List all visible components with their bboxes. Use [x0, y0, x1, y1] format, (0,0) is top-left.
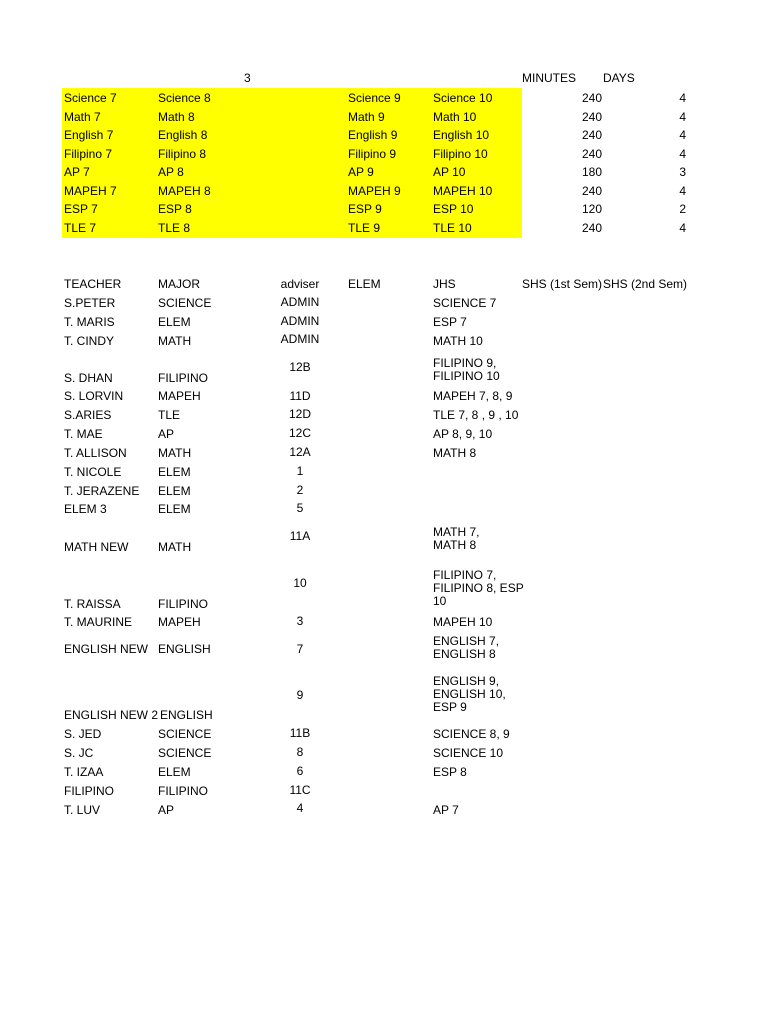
teacher-jhs: MAPEH 10	[433, 615, 493, 629]
teacher-jhs: ESP 7	[433, 315, 467, 329]
teacher-jhs: MATH 7, MATH 8	[433, 525, 480, 552]
teacher-jhs: ENGLISH 7, ENGLISH 8	[433, 634, 500, 661]
subject-cell: English 7	[64, 128, 114, 142]
subject-cell: TLE 10	[433, 221, 472, 235]
subject-cell: TLE 9	[348, 221, 381, 235]
teacher-jhs: AP 8, 9, 10	[433, 427, 493, 441]
teacher-jhs: FILIPINO 9, FILIPINO 10	[433, 356, 500, 383]
teacher-adviser: 1	[296, 464, 304, 478]
subject-cell: Math 7	[64, 110, 101, 124]
teacher-adviser: ADMIN	[280, 314, 320, 328]
teacher-adviser: 8	[296, 745, 304, 759]
minutes-value: 180	[581, 165, 602, 179]
teacher-name: ENGLISH NEW	[64, 642, 149, 656]
teacher-major: FILIPINO	[158, 784, 209, 798]
header-minutes: MINUTES	[522, 71, 576, 85]
subject-cell: ESP 8	[158, 202, 192, 216]
teacher-name: S.ARIES	[64, 408, 112, 422]
teacher-adviser: 12D	[288, 407, 311, 421]
teacher-major: AP	[158, 427, 175, 441]
subject-cell: MAPEH 9	[348, 184, 401, 198]
subject-cell: Science 10	[433, 91, 493, 105]
days-value: 2	[679, 202, 686, 216]
teacher-name: T. RAISSA	[64, 597, 121, 611]
teacher-major: MATH	[158, 540, 192, 554]
teacher-jhs: ENGLISH 9, ENGLISH 10, ESP 9	[433, 674, 506, 714]
teacher-jhs: SCIENCE 10	[433, 746, 504, 760]
subject-cell: Filipino 10	[433, 147, 488, 161]
subject-cell: MAPEH 7	[64, 184, 117, 198]
header-days: DAYS	[603, 71, 635, 85]
teacher-adviser: ADMIN	[280, 332, 320, 346]
subject-cell: Science 9	[348, 91, 401, 105]
teacher-name: ELEM 3	[64, 502, 107, 516]
teacher-name: T. MARIS	[64, 315, 115, 329]
teacher-major: ELEM	[158, 315, 191, 329]
minutes-value: 240	[581, 184, 602, 198]
teacher-jhs: MATH 10	[433, 334, 483, 348]
teacher-name: S. JC	[64, 746, 94, 760]
teacher-name: S. LORVIN	[64, 389, 124, 403]
teacher-major: ELEM	[158, 465, 191, 479]
teacher-adviser: 11D	[289, 389, 311, 403]
teacher-major: ELEM	[158, 484, 191, 498]
teacher-jhs: MATH 8	[433, 446, 477, 460]
days-value: 4	[679, 221, 686, 235]
teacher-jhs: ESP 8	[433, 765, 467, 779]
col-header-major: MAJOR	[158, 277, 200, 291]
teacher-adviser: 7	[296, 642, 304, 656]
teacher-name: T. ALLISON	[64, 446, 127, 460]
days-value: 4	[679, 110, 686, 124]
col-header-jhs: JHS	[433, 277, 456, 291]
teacher-name: S. DHAN	[64, 371, 113, 385]
subject-cell: AP 9	[348, 165, 374, 179]
teacher-adviser: 11A	[289, 529, 311, 543]
subject-cell: Science 8	[158, 91, 211, 105]
teacher-adviser: 3	[296, 614, 304, 628]
teacher-major: SCIENCE	[158, 727, 212, 741]
subject-cell: AP 10	[433, 165, 466, 179]
subject-cell: ESP 10	[433, 202, 474, 216]
subject-cell: English 9	[348, 128, 398, 142]
teacher-name: T. CINDY	[64, 334, 115, 348]
teacher-adviser: 11C	[289, 783, 311, 797]
teacher-major: AP	[158, 803, 175, 817]
teacher-name: T. MAURINE	[64, 615, 133, 629]
days-value: 4	[679, 91, 686, 105]
teacher-name: T. LUV	[64, 803, 101, 817]
subject-cell: MAPEH 8	[158, 184, 211, 198]
col-header-elem: ELEM	[348, 277, 381, 291]
minutes-value: 240	[581, 128, 602, 142]
teacher-major: FILIPINO	[158, 597, 209, 611]
col-header-adviser: adviser	[280, 277, 320, 291]
teacher-name: FILIPINO	[64, 784, 115, 798]
teacher-major: ELEM	[158, 765, 191, 779]
col-header-teacher: TEACHER	[64, 277, 122, 291]
teacher-name: S.PETER	[64, 296, 116, 310]
header-number: 3	[244, 71, 251, 85]
teacher-adviser: 12B	[289, 360, 311, 374]
teacher-major: MATH	[158, 334, 192, 348]
teacher-jhs: TLE 7, 8 , 9 , 10	[433, 408, 519, 422]
teacher-adviser: 2	[296, 483, 304, 497]
col-header-shs1: SHS (1st Sem)	[522, 277, 603, 291]
minutes-value: 240	[581, 110, 602, 124]
teacher-major: ENGLISH	[158, 642, 211, 656]
minutes-value: 240	[581, 221, 602, 235]
teacher-name: T. MAE	[64, 427, 103, 441]
teacher-major: ENGLISH	[160, 708, 213, 722]
subject-cell: AP 8	[158, 165, 184, 179]
teacher-jhs: SCIENCE 8, 9	[433, 727, 510, 741]
subject-cell: TLE 7	[64, 221, 97, 235]
subject-cell: TLE 8	[158, 221, 191, 235]
teacher-jhs: FILIPINO 7, FILIPINO 8, ESP 10	[433, 568, 524, 608]
subject-cell: Math 10	[433, 110, 477, 124]
teacher-adviser: 6	[296, 764, 304, 778]
teacher-adviser: 5	[296, 501, 304, 515]
teacher-major: SCIENCE	[158, 296, 212, 310]
teacher-major: TLE	[158, 408, 181, 422]
teacher-adviser: 12C	[288, 426, 311, 440]
teacher-jhs: AP 7	[433, 803, 459, 817]
subject-cell: Science 7	[64, 91, 117, 105]
subject-cell: Filipino 8	[158, 147, 207, 161]
teacher-adviser: 10	[293, 576, 307, 590]
teacher-major: MAPEH	[158, 389, 201, 403]
teacher-major: MATH	[158, 446, 192, 460]
teacher-adviser: 12A	[289, 445, 311, 459]
teacher-major: FILIPINO	[158, 371, 209, 385]
col-header-shs2: SHS (2nd Sem)	[603, 277, 688, 291]
minutes-value: 240	[581, 147, 602, 161]
teacher-jhs: MAPEH 7, 8, 9	[433, 389, 513, 403]
teacher-adviser: 9	[296, 688, 304, 702]
days-value: 3	[679, 165, 686, 179]
subject-cell: Math 9	[348, 110, 385, 124]
subject-cell: Math 8	[158, 110, 195, 124]
subject-cell: AP 7	[64, 165, 90, 179]
subject-cell: English 10	[433, 128, 490, 142]
subject-cell: MAPEH 10	[433, 184, 493, 198]
teacher-major: ELEM	[158, 502, 191, 516]
teacher-name: S. JED	[64, 727, 102, 741]
days-value: 4	[679, 184, 686, 198]
minutes-value: 120	[581, 202, 602, 216]
subject-cell: Filipino 9	[348, 147, 397, 161]
days-value: 4	[679, 147, 686, 161]
subject-cell: Filipino 7	[64, 147, 113, 161]
teacher-adviser: ADMIN	[280, 295, 320, 309]
teacher-name: T. JERAZENE	[64, 484, 140, 498]
teacher-major: MAPEH	[158, 615, 201, 629]
teacher-major: SCIENCE	[158, 746, 212, 760]
subject-cell: ESP 7	[64, 202, 98, 216]
teacher-adviser: 4	[296, 801, 304, 815]
teacher-name: ENGLISH NEW 2	[64, 708, 159, 722]
teacher-name: T. IZAA	[64, 765, 104, 779]
teacher-name: MATH NEW	[64, 540, 129, 554]
teacher-adviser: 11B	[289, 726, 311, 740]
teacher-name: T. NICOLE	[64, 465, 122, 479]
subject-cell: English 8	[158, 128, 208, 142]
minutes-value: 240	[581, 91, 602, 105]
days-value: 4	[679, 128, 686, 142]
teacher-jhs: SCIENCE 7	[433, 296, 497, 310]
subject-cell: ESP 9	[348, 202, 382, 216]
